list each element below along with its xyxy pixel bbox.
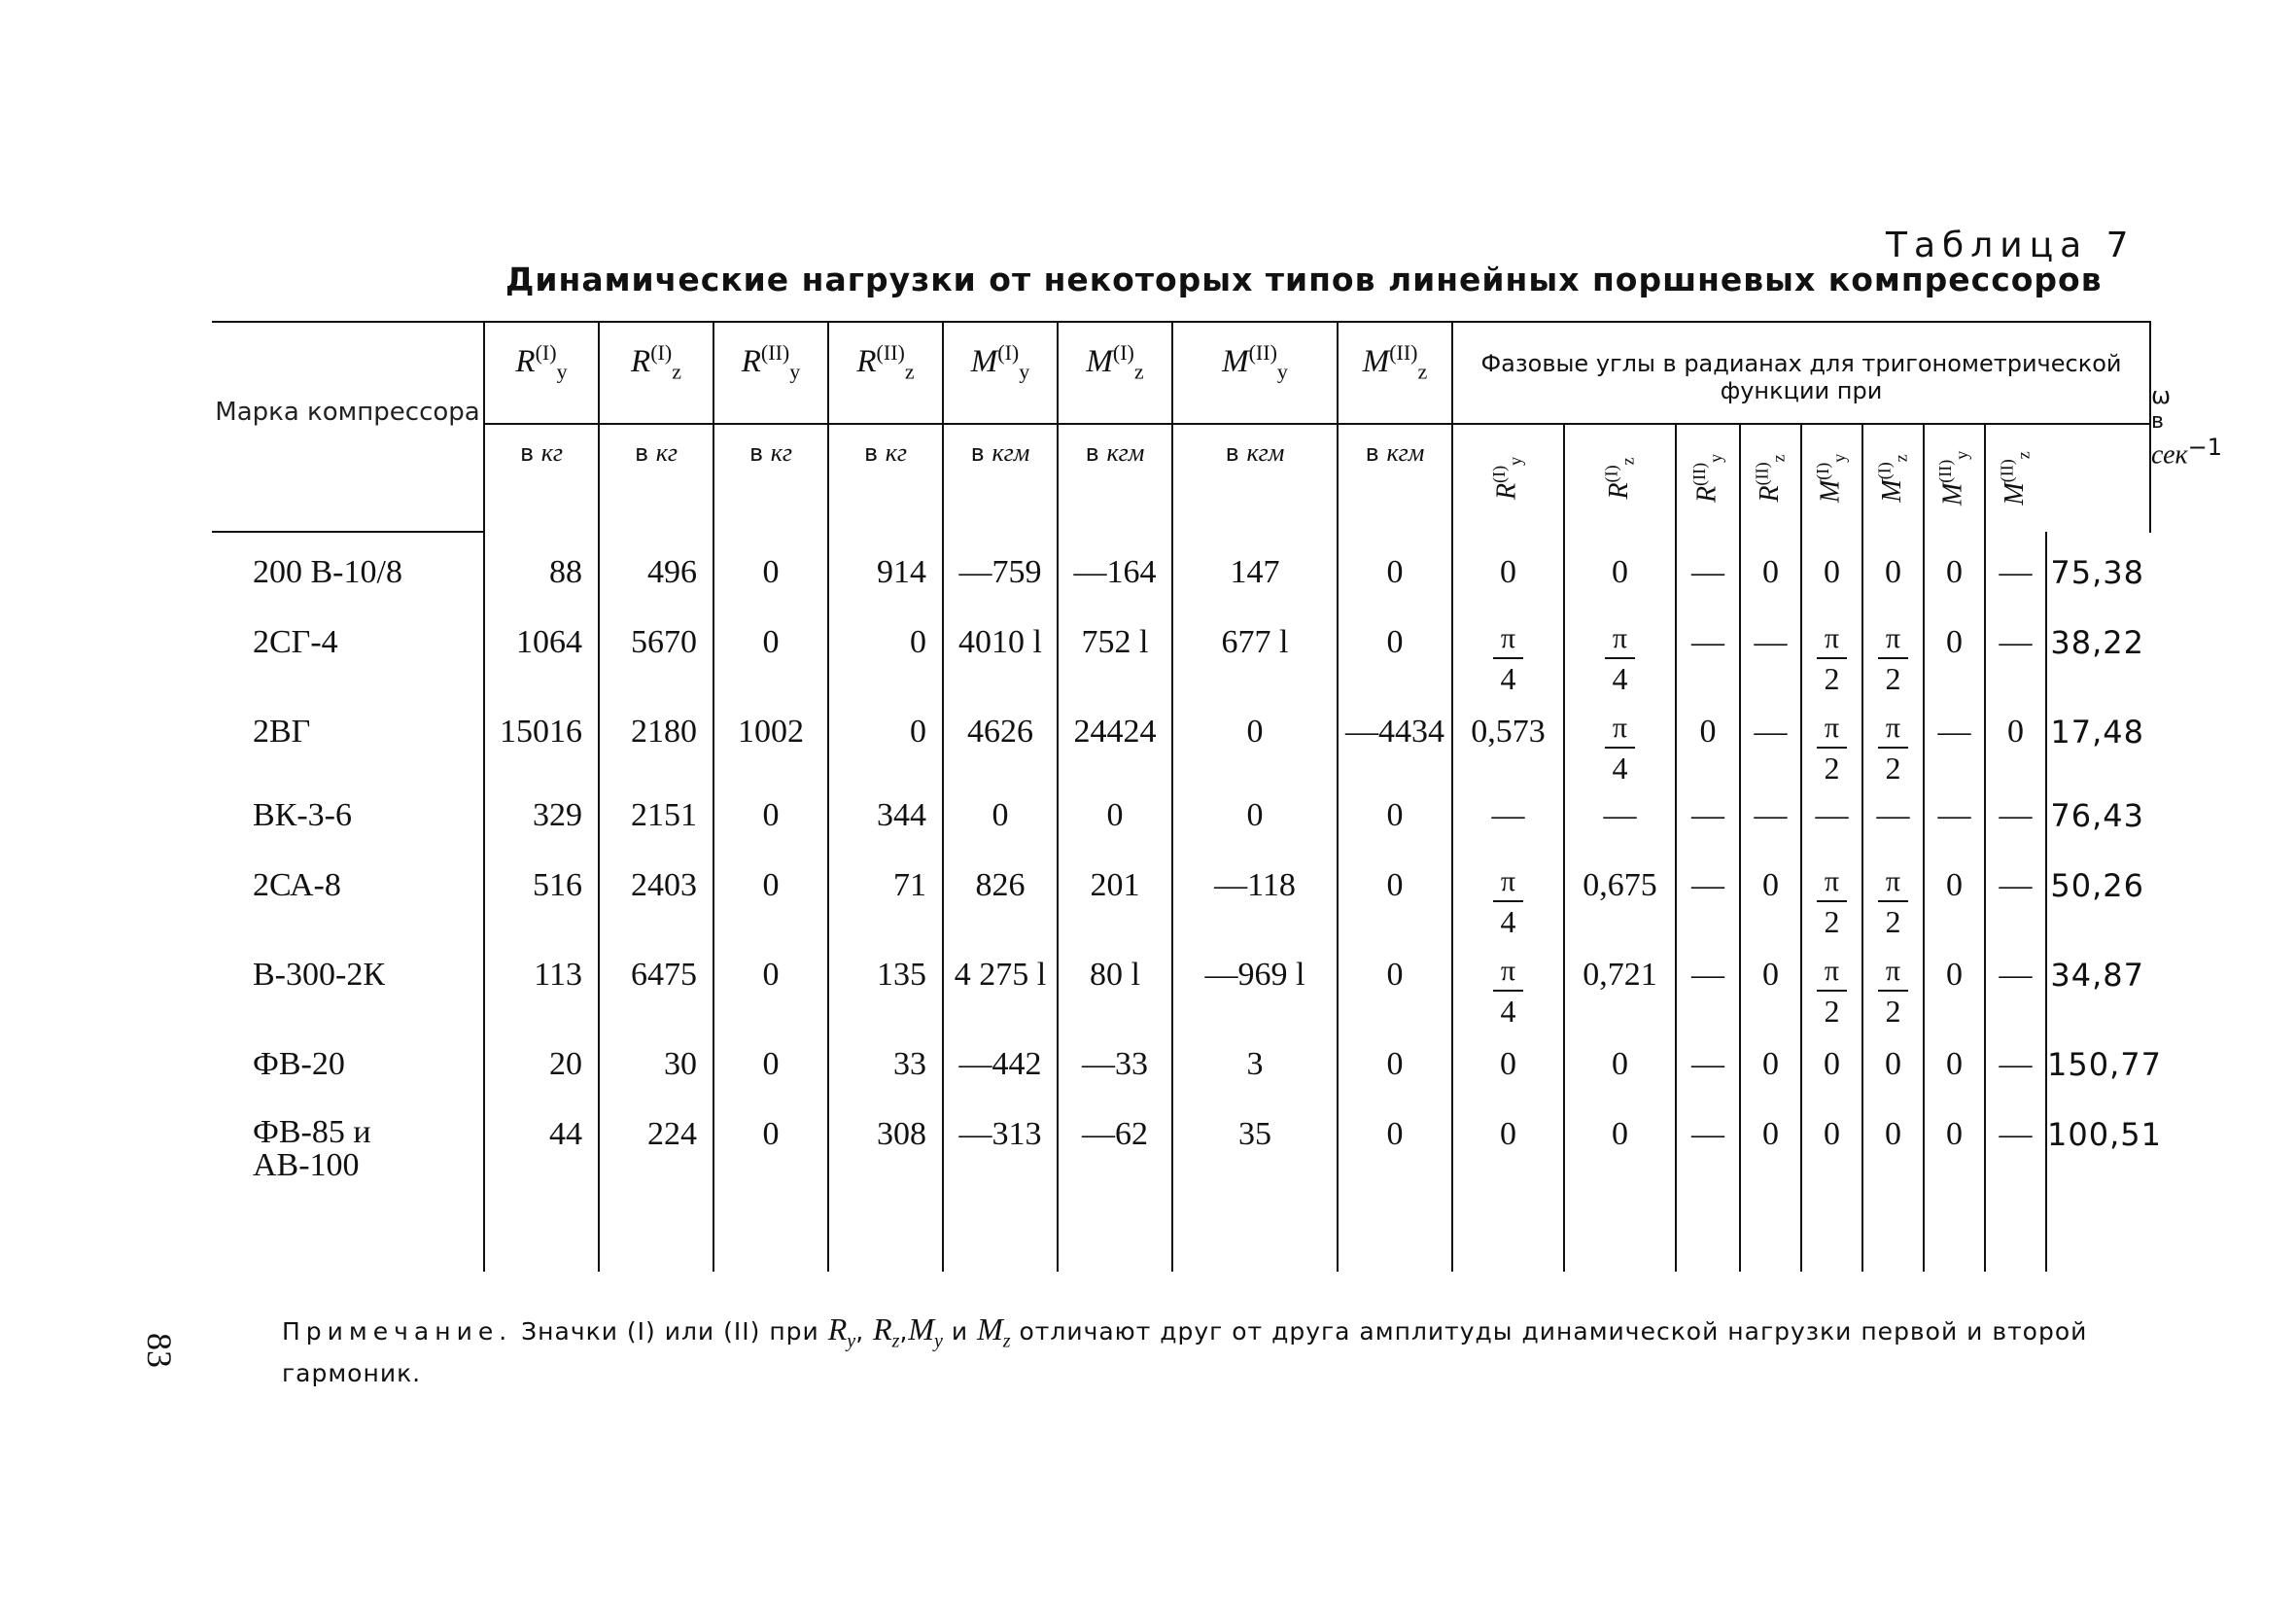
load-value: 71 <box>828 867 943 957</box>
phase-value: — <box>1985 797 2046 867</box>
phase-value <box>1862 957 1924 1046</box>
load-value: 516 <box>484 867 599 957</box>
load-value: 826 <box>943 867 1058 957</box>
omega-value: 17,48 <box>2046 714 2150 797</box>
note-label: Примечание. <box>282 1317 513 1346</box>
phase-value: — <box>1740 797 1801 867</box>
header-mz2: $M^{(II)}_z$ <box>1338 322 1452 424</box>
phase-value: — <box>1676 1046 1740 1116</box>
phase-value: 0 <box>1924 624 1985 714</box>
load-value: 914 <box>828 554 943 624</box>
load-value: 752 l <box>1058 624 1172 714</box>
phase-value <box>1801 867 1862 957</box>
phase-value: 0 <box>1985 714 2046 797</box>
phase-value: — <box>1985 867 2046 957</box>
phase-value <box>1801 624 1862 714</box>
fraction: $\frac{\pi}{4}$ <box>1493 957 1523 1027</box>
load-value: 30 <box>599 1046 713 1116</box>
unit-kg: в кг <box>713 424 828 532</box>
phase-value: — <box>1676 867 1740 957</box>
phase-value <box>1801 957 1862 1046</box>
phase-ry2: $R^{(II)}_y$ <box>1676 424 1740 532</box>
phase-value <box>1862 624 1924 714</box>
phase-value: — <box>1676 624 1740 714</box>
header-my2: $M^{(II)}_y$ <box>1172 322 1338 424</box>
load-value: 1064 <box>484 624 599 714</box>
phase-value <box>1564 714 1676 797</box>
load-value: 2151 <box>599 797 713 867</box>
load-value: —118 <box>1172 867 1338 957</box>
omega-value: 34,87 <box>2046 957 2150 1046</box>
table-title: Динамические нагрузки от некоторых типов линейных поршневых компрессоров <box>505 261 2103 298</box>
phase-value: 0 <box>1924 867 1985 957</box>
phase-value <box>1862 714 1924 797</box>
compressor-brand: ФВ-20 <box>253 1046 345 1082</box>
fraction: $\frac{\pi}{2}$ <box>1878 624 1908 694</box>
load-value: 0 <box>1338 554 1452 624</box>
header-ry1: $R^{(I)}_y$ <box>484 322 599 424</box>
load-value: 20 <box>484 1046 599 1116</box>
phase-value: — <box>1801 797 1862 867</box>
load-value: 0 <box>1058 797 1172 867</box>
phase-value: — <box>1740 714 1801 797</box>
table-row <box>212 714 2150 797</box>
phase-ry1: $R^{(I)}_y$ <box>1452 424 1564 532</box>
load-value: 308 <box>828 1116 943 1223</box>
load-value: 0 <box>828 714 943 797</box>
load-value: 44 <box>484 1116 599 1223</box>
phase-value: — <box>1985 1046 2046 1116</box>
fraction: $\frac{\pi}{4}$ <box>1605 624 1635 694</box>
load-value: 0 <box>1172 714 1338 797</box>
phase-value: — <box>1985 957 2046 1046</box>
phase-value: 0 <box>1862 1116 1924 1223</box>
load-value: 88 <box>484 554 599 624</box>
phase-value: 0 <box>1801 554 1862 624</box>
load-value: 0 <box>713 624 828 714</box>
phase-value: 0 <box>1862 554 1924 624</box>
phase-value: 0 <box>1924 1046 1985 1116</box>
page-number: 83 <box>140 1333 179 1368</box>
phase-value <box>1452 867 1564 957</box>
table-body <box>212 532 2162 1272</box>
load-value: 135 <box>828 957 943 1046</box>
phase-value: 0 <box>1676 714 1740 797</box>
phase-value <box>1452 624 1564 714</box>
compressor-brand: ФВ-85 и АВ-100 <box>253 1114 371 1183</box>
fraction: $\frac{\pi}{2}$ <box>1817 867 1847 937</box>
load-value: —313 <box>943 1116 1058 1223</box>
phase-value: 0 <box>1564 1116 1676 1223</box>
phase-value: 0 <box>1924 554 1985 624</box>
table-row <box>212 624 2150 714</box>
load-value: 0 <box>1338 624 1452 714</box>
phase-value: 0 <box>1564 554 1676 624</box>
load-value: 0 <box>713 797 828 867</box>
load-value: 24424 <box>1058 714 1172 797</box>
phase-my1: $M^{(I)}_y$ <box>1801 424 1862 532</box>
load-value: 2180 <box>599 714 713 797</box>
load-value: 0 <box>713 1046 828 1116</box>
note-text-b: отличают друг от друга амплитуды динамической нагрузки первой и второй гармоник. <box>282 1317 2088 1388</box>
phase-rz2: $R^{(II)}_z$ <box>1740 424 1801 532</box>
compressor-brand: 200 В-10/8 <box>253 554 402 590</box>
fraction: $\frac{\pi}{2}$ <box>1878 714 1908 784</box>
phase-value: 0,573 <box>1452 714 1564 797</box>
header-mz1: $M^{(I)}_z$ <box>1058 322 1172 424</box>
brand-column-header: Марка компрессора <box>212 322 484 532</box>
load-value: 224 <box>599 1116 713 1223</box>
table-number: Таблица 7 <box>1886 226 2136 265</box>
header-ry2: $R^{(II)}_y$ <box>713 322 828 424</box>
unit-kg: в кг <box>828 424 943 532</box>
load-value: 15016 <box>484 714 599 797</box>
fraction: $\frac{\pi}{2}$ <box>1878 867 1908 937</box>
phase-value <box>1801 714 1862 797</box>
omega-value: 150,77 <box>2046 1046 2150 1116</box>
load-value: 35 <box>1172 1116 1338 1223</box>
load-value: 0 <box>1338 867 1452 957</box>
header-rz1: $R^{(I)}_z$ <box>599 322 713 424</box>
phase-value: 0 <box>1862 1046 1924 1116</box>
unit-kg: в кг <box>484 424 599 532</box>
note-text-a: Значки (I) или (II) при <box>521 1317 819 1346</box>
unit-kgm: в кгм <box>1172 424 1338 532</box>
load-value: —442 <box>943 1046 1058 1116</box>
table-note: Примечание. Значки (I) или (II) при $R_y$, $R_z,M_y$ и $M_z$ отличают друг от друга амплитуды динамической нагрузки первой и второй гармоник. <box>282 1311 2088 1388</box>
load-value: 4 275 l <box>943 957 1058 1046</box>
phase-value <box>1564 624 1676 714</box>
phase-value: — <box>1676 1116 1740 1223</box>
table-row <box>212 797 2150 867</box>
load-value: 4626 <box>943 714 1058 797</box>
load-value: —759 <box>943 554 1058 624</box>
phase-value: — <box>1564 797 1676 867</box>
phase-value: — <box>1985 624 2046 714</box>
compressor-brand: 2ВГ <box>253 714 311 750</box>
load-value: —33 <box>1058 1046 1172 1116</box>
load-value: 496 <box>599 554 713 624</box>
header-my1: $M^{(I)}_y$ <box>943 322 1058 424</box>
phase-value <box>1862 867 1924 957</box>
load-value: 0 <box>828 624 943 714</box>
load-value: 0 <box>713 957 828 1046</box>
table-row <box>212 1116 2150 1223</box>
compressor-brand: 2СГ-4 <box>253 624 338 660</box>
load-value: 0 <box>1338 1116 1452 1223</box>
phase-value: 0,675 <box>1564 867 1676 957</box>
load-value: —4434 <box>1338 714 1452 797</box>
load-value: 4010 l <box>943 624 1058 714</box>
phase-value: 0 <box>1924 957 1985 1046</box>
phase-value: 0 <box>1740 1046 1801 1116</box>
load-value: 2403 <box>599 867 713 957</box>
phase-value: 0 <box>1564 1046 1676 1116</box>
unit-kgm: в кгм <box>943 424 1058 532</box>
load-value: 0 <box>943 797 1058 867</box>
phase-value: — <box>1740 624 1801 714</box>
load-value: —62 <box>1058 1116 1172 1223</box>
phase-value: — <box>1862 797 1924 867</box>
phase-value: 0 <box>1740 867 1801 957</box>
unit-kgm: в кгм <box>1058 424 1172 532</box>
fraction: $\frac{\pi}{2}$ <box>1817 957 1847 1027</box>
phase-value: — <box>1924 714 1985 797</box>
phase-angles-header: Фазовые углы в радианах для тригонометрической функции при <box>1452 322 2150 424</box>
load-value: —969 l <box>1172 957 1338 1046</box>
phase-value: 0 <box>1801 1046 1862 1116</box>
phase-value: 0 <box>1924 1116 1985 1223</box>
load-value: 80 l <box>1058 957 1172 1046</box>
table-row <box>212 957 2150 1046</box>
phase-value: 0 <box>1452 554 1564 624</box>
load-value: 0 <box>1338 797 1452 867</box>
table-row <box>212 1046 2150 1116</box>
fraction: $\frac{\pi}{2}$ <box>1817 714 1847 784</box>
phase-value: — <box>1985 1116 2046 1223</box>
phase-mz1: $M^{(I)}_z$ <box>1862 424 1924 532</box>
load-value: 1002 <box>713 714 828 797</box>
fraction: $\frac{\pi}{4}$ <box>1605 714 1635 784</box>
load-value: 3 <box>1172 1046 1338 1116</box>
load-value: 6475 <box>599 957 713 1046</box>
phase-value: 0,721 <box>1564 957 1676 1046</box>
load-value: 344 <box>828 797 943 867</box>
table-row <box>212 554 2150 624</box>
header-rz2: $R^{(II)}_z$ <box>828 322 943 424</box>
phase-value: — <box>1924 797 1985 867</box>
phase-value: — <box>1452 797 1564 867</box>
fraction: $\frac{\pi}{4}$ <box>1493 624 1523 694</box>
phase-value: — <box>1676 957 1740 1046</box>
phase-my2: $M^{(II)}_y$ <box>1924 424 1985 532</box>
load-value: 33 <box>828 1046 943 1116</box>
phase-value: 0 <box>1740 1116 1801 1223</box>
fraction: $\frac{\pi}{2}$ <box>1878 957 1908 1027</box>
load-value: —164 <box>1058 554 1172 624</box>
phase-value: — <box>1676 797 1740 867</box>
phase-value: 0 <box>1740 554 1801 624</box>
load-value: 0 <box>1172 797 1338 867</box>
load-value: 0 <box>713 867 828 957</box>
phase-value: 0 <box>1452 1046 1564 1116</box>
load-value: 0 <box>713 1116 828 1223</box>
dynamic-loads-table: Марка компрессора $R^{(I)}_y$ $R^{(I)}_z$ $R^{(II)}_y$ $R^{(II)}_z$ $M^{(I)}_y$ $M^{(I)}_z$ $M^{(II)}_y$ $M^{(II)}_z$ Фазовые углы в радианах для тригонометрической функции при ω в сек$^{-1}$ в кг в кг в кг в кг в кгм в кгм в кгм в кгм $R^{(I)}_y$ $R^{(I)}_z$ $R^{(II)}_y$ $R^{(II)}_z$ $M^{(I)}_y$ $M^{(I)}_z$ $M^{(II)}_y$ $M^{(II)}_z$ 200 В-10/8 88 496 0 914 —759 —164 147 0 0 0 — 0 0 0 0 — 75,38 2СГ-4 1064 5670 0 0 4010 l 752 l 677 l 0 $\frac{\pi}{4}$ $\frac{\pi}{4}$ — — $\frac{\pi}{2}$ $\frac{\pi}{2}$ 0 — 38,22 2ВГ 15016 2180 1002 0 4626 24424 0 —4434 0,573 $\frac{\pi}{4}$ 0 — $\frac{\pi}{2}$ $\frac{\pi}{2}$ — 0 17,48 ВК-3-6 329 2151 0 344 0 0 0 0 — — — — — — — — 76,43 2СА-8 516 2403 0 71 826 201 —118 0 $\frac{\pi}{4}$ 0,675 — 0 $\frac{\pi}{2}$ $\frac{\pi}{2}$ 0 — 50,26 В-300-2К 113 6475 0 135 4 275 l 80 l —969 l 0 $\frac{\pi}{4}$ 0,721 — 0 $\frac{\pi}{2}$ $\frac{\pi}{2}$ 0 — 34,87 ФВ-20 20 30 0 33 —442 —33 3 0 0 0 — 0 0 0 0 — 150,77 ФВ-85 и АВ-100 44 224 0 308 —313 —62 35 0 0 0 — 0 0 0 0 — 100,51 <box>212 321 2150 1272</box>
phase-value <box>1452 957 1564 1046</box>
compressor-brand: 2СА-8 <box>253 867 341 903</box>
compressor-brand: ВК-3-6 <box>253 797 352 833</box>
omega-value: 100,51 <box>2046 1116 2150 1223</box>
unit-kg: в кг <box>599 424 713 532</box>
load-value: 0 <box>1338 1046 1452 1116</box>
phase-value: — <box>1985 554 2046 624</box>
load-value: 147 <box>1172 554 1338 624</box>
fraction: $\frac{\pi}{2}$ <box>1817 624 1847 694</box>
omega-value: 75,38 <box>2046 554 2150 624</box>
load-value: 0 <box>1338 957 1452 1046</box>
load-value: 677 l <box>1172 624 1338 714</box>
phase-value: 0 <box>1801 1116 1862 1223</box>
load-value: 5670 <box>599 624 713 714</box>
omega-value: 76,43 <box>2046 797 2150 867</box>
phase-value: — <box>1676 554 1740 624</box>
phase-rz1: $R^{(I)}_z$ <box>1564 424 1676 532</box>
table-row <box>212 867 2150 957</box>
unit-kgm: в кгм <box>1338 424 1452 532</box>
omega-value: 38,22 <box>2046 624 2150 714</box>
phase-value: 0 <box>1452 1116 1564 1223</box>
load-value: 113 <box>484 957 599 1046</box>
omega-value: 50,26 <box>2046 867 2150 957</box>
compressor-brand: В-300-2К <box>253 957 385 993</box>
phase-value: 0 <box>1740 957 1801 1046</box>
load-value: 0 <box>713 554 828 624</box>
load-value: 201 <box>1058 867 1172 957</box>
load-value: 329 <box>484 797 599 867</box>
fraction: $\frac{\pi}{4}$ <box>1493 867 1523 937</box>
phase-mz2: $M^{(II)}_z$ <box>1985 424 2046 532</box>
